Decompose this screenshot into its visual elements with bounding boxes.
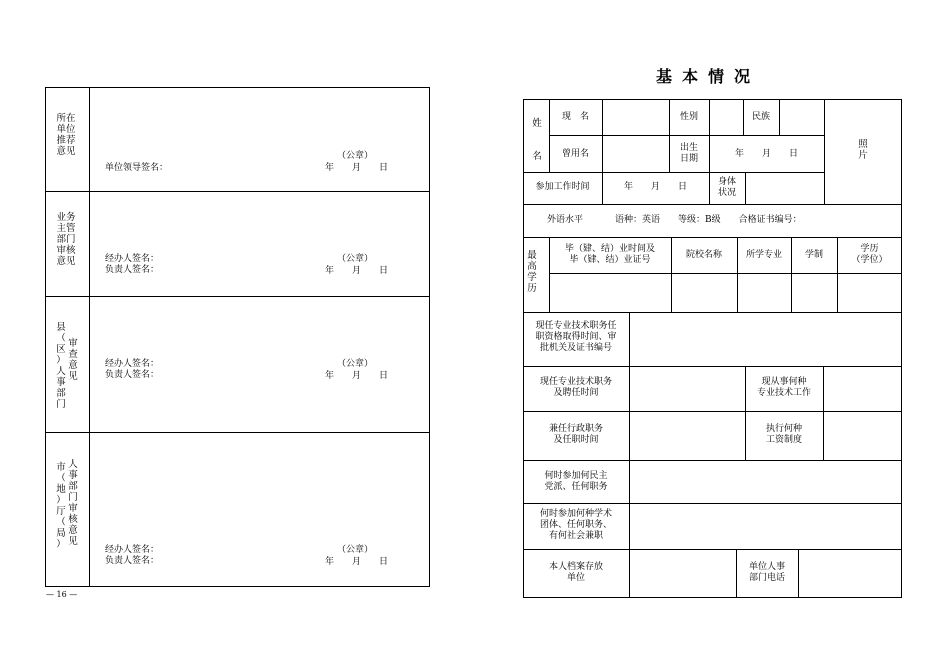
col-line bbox=[745, 172, 746, 204]
section-label: 市 （ 地 ） 厅 （ 局 ） bbox=[56, 462, 66, 550]
foreign-lang-label: 外语水平 bbox=[546, 215, 583, 225]
section-divider bbox=[45, 296, 430, 297]
foreign-lang-detail: 语种：英语 等级：B级 合格证书编号： bbox=[615, 215, 802, 225]
page-number: — 16 — bbox=[46, 590, 78, 599]
party-label: 何时参加何民主 党派、任何职务 bbox=[544, 471, 608, 492]
row-line bbox=[523, 460, 902, 461]
row-line bbox=[549, 273, 902, 274]
current-name-label: 现 名 bbox=[561, 112, 589, 122]
row-line bbox=[523, 366, 902, 367]
col-line bbox=[779, 99, 780, 135]
row-line bbox=[523, 503, 902, 504]
hr-phone-label: 单位人事 部门电话 bbox=[748, 562, 785, 583]
birth-date: 年 月 日 bbox=[734, 149, 798, 159]
signer-labels: 经办人签名： 负责人签名： bbox=[105, 545, 160, 566]
health-label: 身体 状况 bbox=[717, 177, 736, 198]
left-form-border bbox=[45, 87, 430, 587]
academic-label: 何时参加何种学术 团体、任何职务、 有何社会兼职 bbox=[539, 509, 612, 541]
tech-qual-label: 现任专业技术职务任 职资格取得时间、审 批机关及证书编号 bbox=[535, 321, 617, 353]
col-line bbox=[549, 99, 550, 172]
major-header: 所学专业 bbox=[745, 250, 782, 260]
page-title: 基本情况 bbox=[656, 67, 761, 86]
row-line bbox=[523, 411, 902, 412]
tech-work-label: 现从事何种 专业技术工作 bbox=[756, 377, 811, 398]
col-line bbox=[823, 366, 824, 460]
seal-label: （公章） bbox=[337, 151, 374, 161]
name-label: 姓 名 bbox=[532, 118, 542, 162]
col-line bbox=[602, 99, 603, 172]
row-line bbox=[523, 549, 902, 550]
section-divider bbox=[45, 432, 430, 433]
former-name-label: 曾用名 bbox=[561, 149, 589, 159]
degree-header: 学历 （学位） bbox=[851, 244, 888, 265]
row-line bbox=[523, 204, 902, 205]
section-label-2: 人 事 部 门 审 核 意 见 bbox=[68, 459, 78, 547]
row-line bbox=[523, 237, 902, 238]
duration-header: 学制 bbox=[804, 250, 823, 260]
seal-label: （公章） bbox=[337, 254, 374, 264]
row-line bbox=[523, 312, 902, 313]
date-label: 年 月 日 bbox=[325, 266, 389, 276]
section-label: 所在 单位 推荐 意见 bbox=[56, 113, 76, 157]
date-label: 年 月 日 bbox=[325, 557, 389, 567]
section-label: 业务 主管 部门 审核 意见 bbox=[56, 212, 76, 267]
work-start-date: 年 月 日 bbox=[623, 182, 687, 192]
photo-label: 照 片 bbox=[858, 139, 868, 161]
tech-post-label: 现任专业技术职务 及聘任时间 bbox=[539, 377, 612, 398]
left-column-divider bbox=[89, 87, 90, 587]
birth-label: 出生 日期 bbox=[679, 143, 698, 164]
gender-label: 性别 bbox=[679, 112, 698, 122]
section-divider bbox=[45, 191, 430, 192]
section-label-2: 审 查 意 见 bbox=[68, 338, 78, 382]
col-line bbox=[737, 237, 738, 312]
work-start-label: 参加工作时间 bbox=[535, 182, 590, 192]
school-header: 院校名称 bbox=[685, 250, 722, 260]
col-line bbox=[798, 549, 799, 598]
section-label: 县 （ 区 ） 人 事 部 门 bbox=[56, 322, 66, 410]
signer-labels: 单位领导签名： bbox=[105, 163, 169, 173]
admin-post-label: 兼任行政职务 及任职时间 bbox=[548, 424, 603, 445]
seal-label: （公章） bbox=[337, 359, 374, 369]
row-line bbox=[523, 172, 824, 173]
col-line bbox=[824, 99, 825, 204]
col-line bbox=[791, 237, 792, 312]
date-label: 年 月 日 bbox=[325, 371, 389, 381]
wage-system-label: 执行何种 工资制度 bbox=[765, 424, 802, 445]
highest-edu-label: 最 高 学 历 bbox=[527, 250, 537, 294]
grad-time-header: 毕（肄、结）业时间及 毕（肄、结）业证号 bbox=[564, 244, 655, 265]
ethnicity-label: 民族 bbox=[751, 112, 770, 122]
col-line bbox=[629, 312, 630, 598]
row-line bbox=[549, 135, 824, 136]
signer-labels: 经办人签名： 负责人签名： bbox=[105, 254, 160, 275]
col-line bbox=[709, 99, 710, 172]
signer-labels: 经办人签名： 负责人签名： bbox=[105, 359, 160, 380]
date-label: 年 月 日 bbox=[325, 163, 389, 173]
col-line bbox=[671, 237, 672, 312]
seal-label: （公章） bbox=[337, 545, 374, 555]
archive-unit-label: 本人档案存放 单位 bbox=[548, 562, 603, 583]
